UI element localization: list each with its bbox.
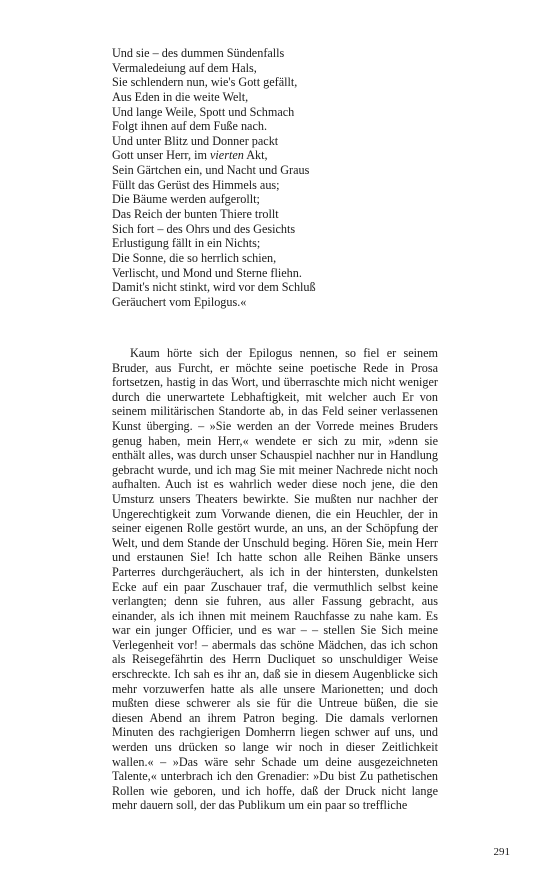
verse-emphasis: vierten <box>210 148 244 163</box>
verse-line: Vermaledeiung auf dem Hals, <box>112 60 257 75</box>
verse-line: Und sie – des dummen Sündenfalls <box>112 46 285 60</box>
verse-line: Die Sonne, die so herrlich schien, <box>112 250 277 265</box>
verse-line: Damit's nicht stinkt, wird vor dem Schluß <box>112 280 316 295</box>
verse-line: Füllt das Gerüst des Himmels aus; <box>112 177 280 192</box>
verse-text: Gott unser Herr, im <box>112 148 211 163</box>
prose-paragraph: Kaum hörte sich der Epilogus nennen, so fiel er seinem Bruder, aus Furcht, er möchte seine poetische Rede in Prosa fortsetzen, hastig in das Wort, und überraschte mich nicht weniger durch die unerwartete Lebhaftigkeit, mit welcher auch Er von seinem militärischen Standorte ab, in das Feld seiner verlassenen Kunst überging. – »Sie werden an der Vorrede meines Bruders genug haben, mein Herr,« wendete er sich zu mir, »denn sie enthält alles, was durch unser Schauspiel nachher nur in Handlung gebracht wurde, und ich mag Sie mit meiner Nachrede nicht noch aufhalten. Auch ist es wahrlich weder diese noch jene, die den Umsturz unsers Theaters bewirkte. Sie mußten nur nachher der Ungerechtigkeit zum Vorwande dienen, die ein Heuchler, der in seiner eigenen Rolle gestört wurde, an uns, an der Schöpfung der Welt, und dem Stande der Unschuld beging. Hören Sie, mein Herr und erstaunen Sie! Ich hatte schon alle Reihen Bänke unsers Parterres durchgeräuchert, als ich in der hintersten, dunkelsten Ecke auf ein paar Zuschauer traf, die vermuthlich selbst keine verlangten; denn sie fuhren, aus aller Fassung gebracht, aus einander, als ich ihnen mit meinem Rauchfasse zu nahe kam. Es war ein junger Officier, und es war – – stellen Sie Sich meine Verlegenheit vor! – abermals das schöne Mädchen, das ich schon als Reisegefährtin des Herrn Ducliquet so unschuldiger Weise erschreckte. Ich sah es ihr an, daß sie in diesem Augenblicke sich mehr vorzuwerfen hatte als alle unsere Marionetten; und doch mußten diese schwerer als sie für die Untreue büßen, die sie diesen Abend an ihrem Patron beging. Die damals verlornen Minuten des rachgierigen Domherrn liegen schwer auf uns, und werden uns drücken so lange wir noch in dieser Zeitlichkeit wallen.« – »Das wäre sehr Schade um deine ausgezeichneten Talente,« unterbrach ich den Grenadier: »Du bist Zu pathetischen Rollen wie geboren, und ich hoffe, daß der Druck nicht lange mehr dauern soll, der das Publikum um ein paar so treffliche <box>112 346 438 813</box>
verse-line <box>112 148 442 163</box>
verse-line: Erlustigung fällt in ein Nichts; <box>112 236 261 251</box>
verse-line: Aus Eden in die weite Welt, <box>112 89 249 104</box>
verse-line: Verlischt, und Mond und Sterne fliehn. <box>112 265 302 280</box>
verse-line: Sie schlendern nun, wie's Gott gefällt, <box>112 75 298 90</box>
verse-line: Und lange Weile, Spott und Schmach <box>112 104 295 119</box>
verse-line: Sich fort – des Ohrs und des Gesichts <box>112 221 296 236</box>
page-number: 291 <box>493 846 510 858</box>
verse-line: Das Reich der bunten Thiere trollt <box>112 207 279 222</box>
verse-text: Akt, <box>243 148 268 163</box>
prose-block <box>112 346 438 813</box>
verse-line: Die Bäume werden aufgerollt; <box>112 192 260 207</box>
verse-line: Folgt ihnen auf dem Fuße nach. <box>112 119 268 134</box>
verse-line: Sein Gärtchen ein, und Nacht und Graus <box>112 163 310 178</box>
verse-block <box>112 46 442 310</box>
verse-line: Und unter Blitz und Donner packt <box>112 133 279 148</box>
verse-line: Geräuchert vom Epilogus.« <box>112 294 247 309</box>
